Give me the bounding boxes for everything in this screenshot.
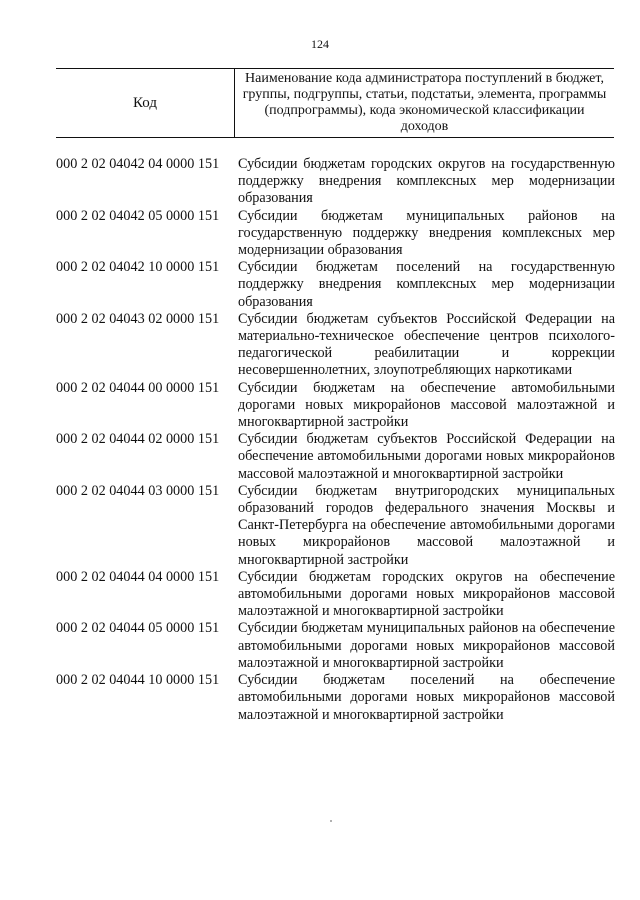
table-row: [56, 431, 616, 483]
table-row: [56, 208, 616, 260]
table-row: [56, 259, 616, 311]
row-description: Субсидии бюджетам поселений на обеспечение автомобильными дорогами новых микрорайонов массовой малоэтажной и многоквартирной застройки: [238, 672, 615, 723]
table-header: [56, 68, 614, 138]
row-code: 000 2 02 04043 02 0000 151: [56, 310, 220, 327]
row-description: Субсидии бюджетам на обеспечение автомобильными дорогами новых микрорайонов массовой малоэтажной и многоквартирной застройки: [238, 379, 615, 431]
row-description: Субсидии бюджетам муниципальных районов на государственную поддержку внедрения комплексных мер модернизации образования: [238, 207, 615, 259]
row-description: Субсидии бюджетам внутригородских муниципальных образований городов федерального значения Москвы и Санкт-Петербурга на обеспечение автомобильными дорогами новых микрорайонов массовой малоэтажной и многоквартирной застройки: [238, 482, 615, 568]
row-code: 000 2 02 04044 10 0000 151: [56, 672, 220, 689]
row-code: 000 2 02 04044 05 0000 151: [56, 620, 220, 637]
row-description: Субсидии бюджетам субъектов Российской Федерации на обеспечение автомобильными дорогами новых микрорайонов массовой малоэтажной и многоквартирной застройки: [238, 431, 615, 482]
row-description: Субсидии бюджетам городских округов на обеспечение автомобильными дорогами новых микрорайонов массовой малоэтажной и многоквартирной застройки: [238, 568, 615, 620]
row-code: 000 2 02 04042 05 0000 151: [56, 207, 220, 224]
row-description: Субсидии бюджетам муниципальных районов на обеспечение автомобильными дорогами новых микрорайонов массовой малоэтажной и многоквартирной застройки: [238, 620, 615, 671]
row-description: Субсидии бюджетам субъектов Российской Федерации на материально-техническое обеспечение центров психолого-педагогической реабилитации и коррекции несовершеннолетних, злоупотребляющих наркотиками: [238, 310, 615, 379]
row-code: 000 2 02 04044 03 0000 151: [56, 482, 220, 499]
table-row: [56, 483, 616, 569]
header-name-cell: [235, 69, 614, 137]
table-row: [56, 620, 616, 672]
row-description: Субсидии бюджетам поселений на государственную поддержку внедрения комплексных мер модернизации образования: [238, 259, 615, 310]
table-row: [56, 569, 616, 621]
table-row: [56, 156, 616, 208]
row-code: 000 2 02 04042 04 0000 151: [56, 156, 220, 172]
page-number: 124: [311, 37, 329, 51]
scan-speck: [330, 820, 332, 822]
row-code: 000 2 02 04044 04 0000 151: [56, 568, 220, 585]
row-code: 000 2 02 04044 00 0000 151: [56, 379, 220, 396]
header-name-text: Наименование кода администратора поступлений в бюджет, группы, подгруппы, статьи, подстатьи, элемента, программы (подпрограммы), кода экономической классификации доходов: [242, 71, 607, 134]
table-row: [56, 380, 616, 432]
header-code-cell: Код: [56, 69, 235, 137]
row-code: 000 2 02 04042 10 0000 151: [56, 259, 220, 276]
table-row: [56, 311, 616, 380]
row-code: 000 2 02 04044 02 0000 151: [56, 431, 220, 448]
classification-list: [56, 156, 616, 724]
row-description: Субсидии бюджетам городских округов на государственную поддержку внедрения комплексных мер модернизации образования: [238, 156, 615, 207]
table-row: [56, 672, 616, 724]
